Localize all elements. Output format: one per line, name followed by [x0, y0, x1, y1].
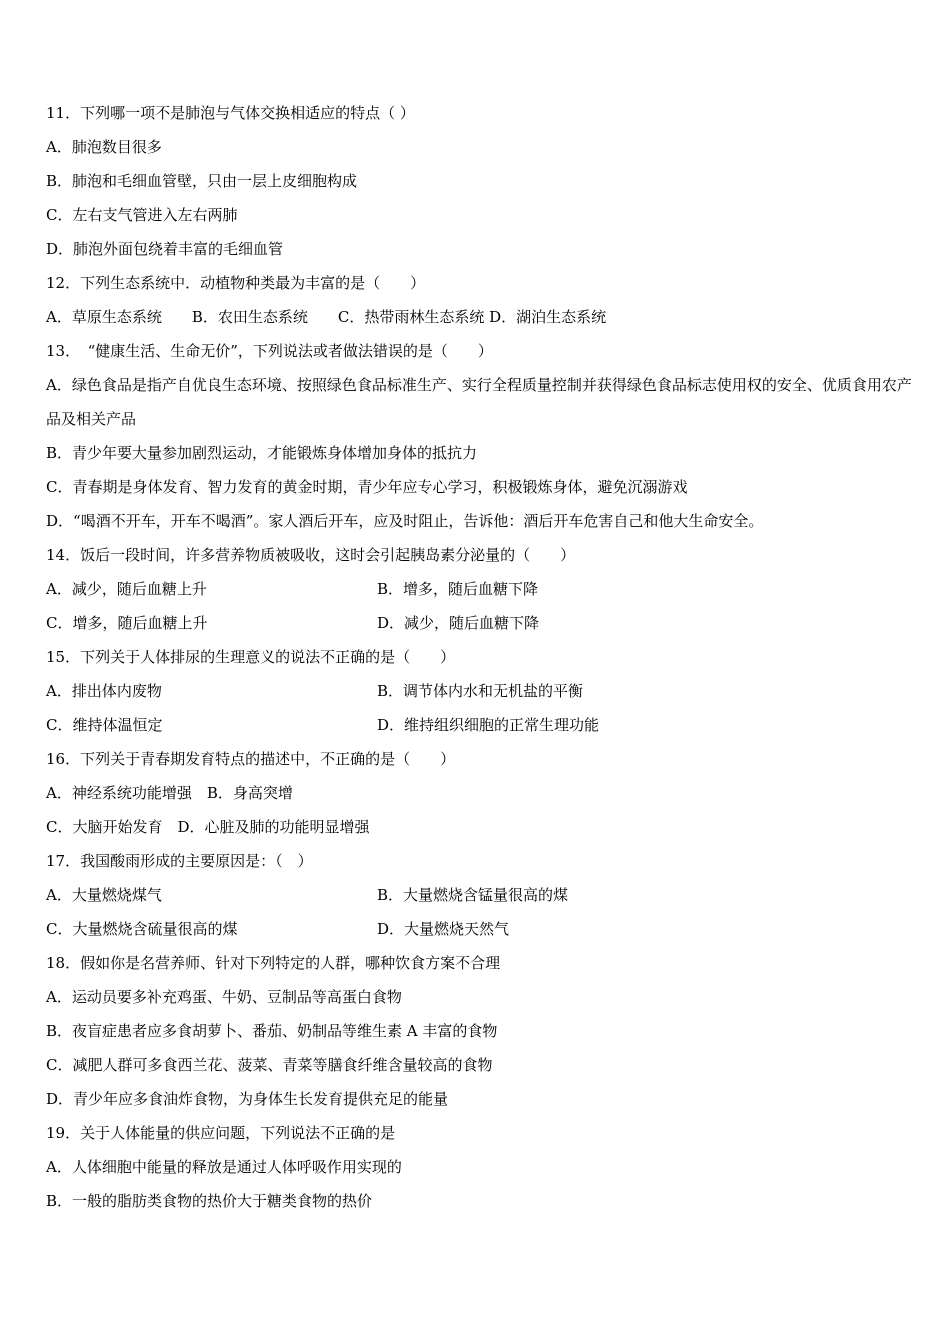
option-left: C．大量燃烧含硫量很高的煤	[46, 920, 238, 938]
option-left: A．排出体内废物	[46, 682, 162, 700]
text-line: 18．假如你是名营养师、针对下列特定的人群，哪种饮食方案不合理	[46, 954, 501, 972]
text-line: C．减肥人群可多食西兰花、菠菜、青菜等膳食纤维含量较高的食物	[46, 1056, 493, 1074]
text-line: A．人体细胞中能量的释放是通过人体呼吸作用实现的	[46, 1158, 402, 1176]
text-line: C．左右支气管进入左右两肺	[46, 206, 238, 224]
text-line: D．肺泡外面包绕着丰富的毛细血管	[46, 240, 284, 258]
option-right: B．调节体内水和无机盐的平衡	[377, 682, 584, 700]
text-line: 11．下列哪一项不是肺泡与气体交换相适应的特点（ ）	[46, 104, 415, 122]
option-row	[46, 572, 916, 606]
text-line: B．一般的脂肪类食物的热价大于糖类食物的热价	[46, 1192, 373, 1210]
text-line: B．肺泡和毛细血管壁，只由一层上皮细胞构成	[46, 172, 358, 190]
text-line: A．运动员要多补充鸡蛋、牛奶、豆制品等高蛋白食物	[46, 988, 402, 1006]
option-right: D．维持组织细胞的正常生理功能	[377, 716, 600, 734]
option-row	[46, 912, 916, 946]
text-line: B．青少年要大量参加剧烈运动，才能锻炼身体增加身体的抵抗力	[46, 444, 478, 462]
option-row	[46, 708, 916, 742]
text-line: 13． “健康生活、生命无价”，下列说法或者做法错误的是（ ）	[46, 342, 493, 360]
option-right: B．大量燃烧含锰量很高的煤	[377, 886, 569, 904]
text-line: D．“喝酒不开车，开车不喝酒”。家人酒后开车，应及时阻止，告诉他：酒后开车危害自己和他大生命安全。	[46, 512, 764, 530]
text-line: C．大脑开始发育 D．心脏及肺的功能明显增强	[46, 818, 370, 836]
text-line: 19．关于人体能量的供应问题，下列说法不正确的是	[46, 1124, 396, 1142]
option-right: D．减少，随后血糖下降	[377, 614, 540, 632]
text-line: C．青春期是身体发育、智力发育的黄金时期，青少年应专心学习，积极锻炼身体，避免沉溺游戏	[46, 478, 688, 496]
option-right: D．大量燃烧天然气	[377, 920, 510, 938]
text-line: D．青少年应多食油炸食物，为身体生长发育提供充足的能量	[46, 1090, 449, 1108]
text-line: 15．下列关于人体排尿的生理意义的说法不正确的是（ ）	[46, 648, 456, 666]
option-right: B．增多，随后血糖下降	[377, 580, 539, 598]
text-line: A．绿色食品是指产自优良生态环境、按照绿色食品标准生产、实行全程质量控制并获得绿色食品标志使用权的安全、优质食用农产品及相关产品	[46, 376, 912, 428]
text-line: B．夜盲症患者应多食胡萝卜、番茄、奶制品等维生素 A 丰富的食物	[46, 1022, 498, 1040]
option-left: C．维持体温恒定	[46, 716, 163, 734]
option-row	[46, 606, 916, 640]
text-line: A．神经系统功能增强 B．身高突增	[46, 784, 293, 802]
text-line: 16．下列关于青春期发育特点的描述中，不正确的是（ ）	[46, 750, 456, 768]
option-left: C．增多，随后血糖上升	[46, 614, 208, 632]
option-left: A．大量燃烧煤气	[46, 886, 162, 904]
option-left: A．减少，随后血糖上升	[46, 580, 207, 598]
option-row	[46, 878, 916, 912]
option-row	[46, 674, 916, 708]
text-line: 12．下列生态系统中．动植物种类最为丰富的是（ ）	[46, 274, 426, 292]
text-line: 17．我国酸雨形成的主要原因是：（ ）	[46, 852, 313, 870]
text-line: 14．饭后一段时间，许多营养物质被吸收，这时会引起胰岛素分泌量的（ ）	[46, 546, 576, 564]
question-list	[46, 96, 916, 1218]
text-line: A．肺泡数目很多	[46, 138, 162, 156]
text-line: A．草原生态系统 B．农田生态系统 C．热带雨林生态系统 D．湖泊生态系统	[46, 308, 607, 326]
